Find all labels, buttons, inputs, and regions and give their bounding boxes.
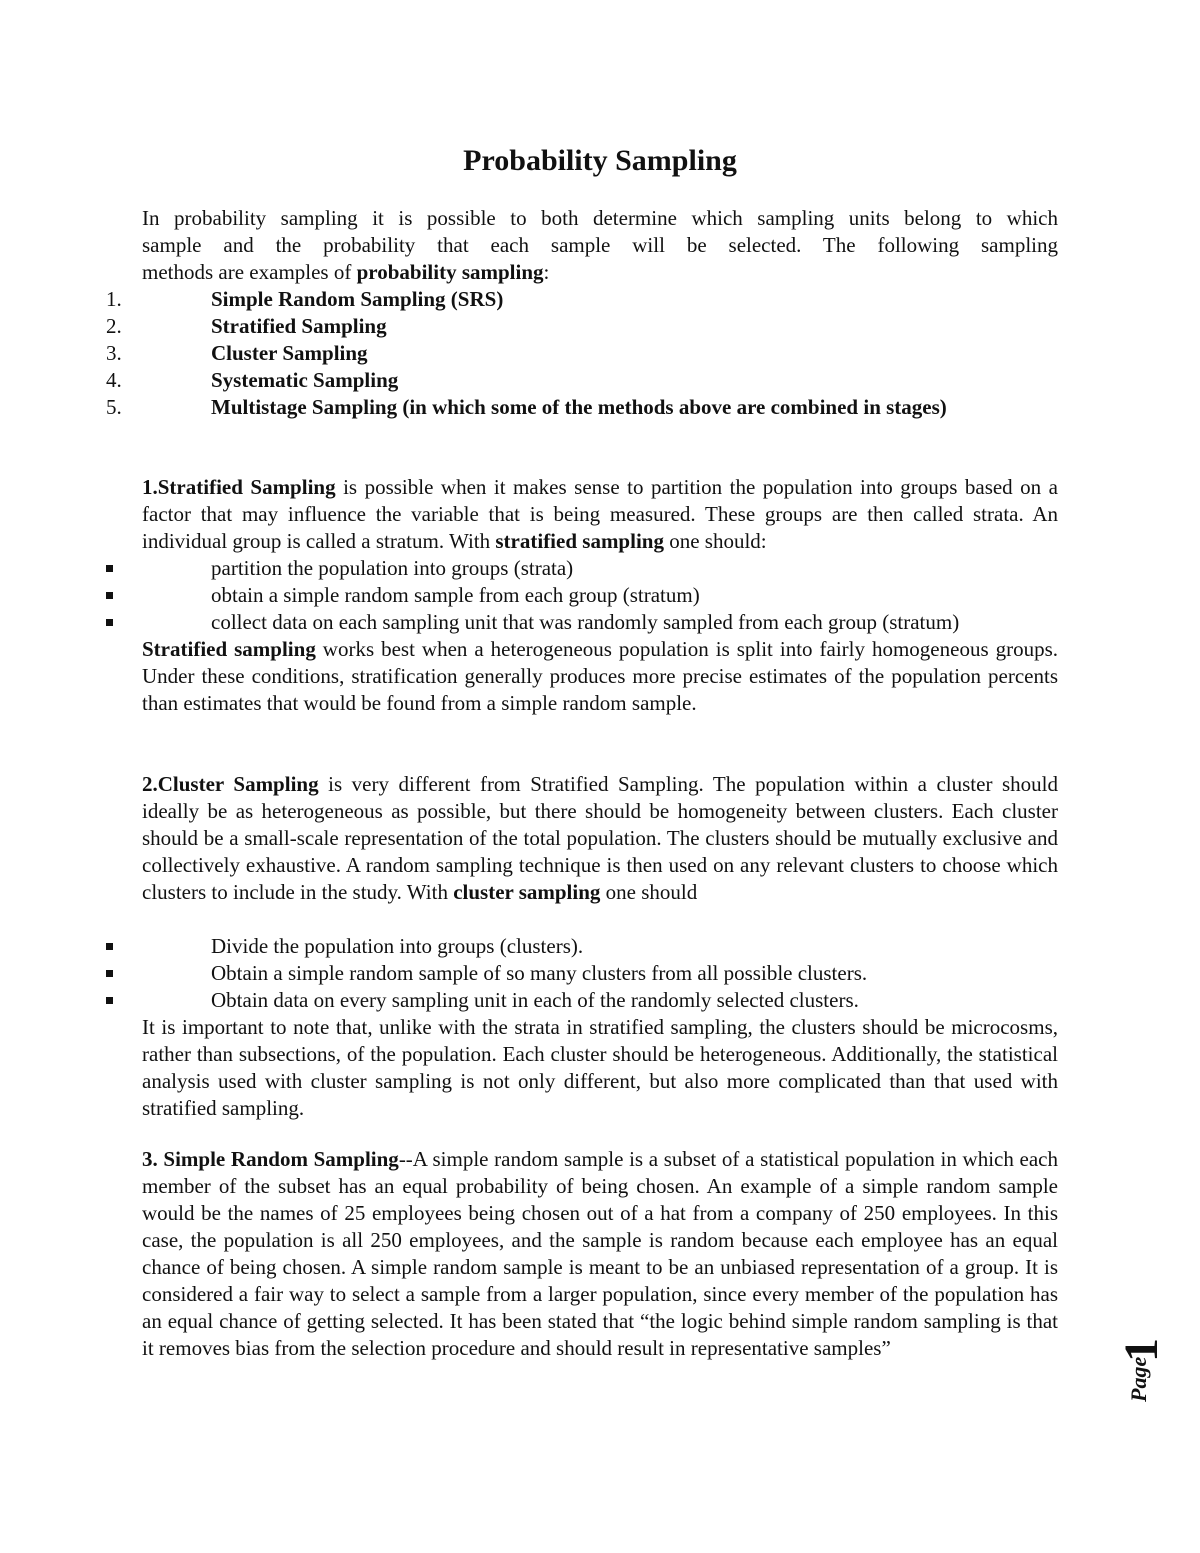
list-item [0,340,1100,367]
srs-text: --A simple random sample is a subset of a statistical population in which each member of the subset has an equal probability of being chosen. An example of a simple random sample would be the names of 25 employees being chosen out of a hat from a company of 250 employees. In this case, the population is all 250 employees, and the sample is random because each employee has an equal chance of being chosen. A simple random sample is meant to be an unbiased representation of a group. It is considered a fair way to select a sample from a larger population, since every member of the population has an equal chance of getting selected. It has been stated that “the logic behind simple random sampling is that it removes bias from the selection procedure and should result in representative samples” [142,1147,1058,1360]
page-footer [1106,1322,1166,1402]
list-item [0,394,1100,421]
list-item [0,367,1100,394]
bullet-item [0,987,1100,1014]
intro-line: sample and the probability that each sample will be selected. The following sampling [142,233,1058,257]
bullet-text: obtain a simple random sample from each group (stratum) [211,583,700,607]
page-label: Page [1126,1356,1151,1402]
cluster-bullets [0,933,1100,1014]
list-label: Cluster Sampling [211,341,368,365]
intro-bold-text: probability sampling [356,260,544,284]
stratified-paragraph-2 [142,636,1058,717]
srs-heading: 3. Simple Random Sampling [142,1147,399,1171]
cluster-text: one should [600,880,698,904]
intro-text: methods are examples of [142,260,357,284]
list-label: Multistage Sampling (in which some of the methods above are combined in stages) [211,395,947,419]
list-number: 5. [106,395,122,419]
bullet-icon [106,943,113,950]
stratified-bullets [0,555,1100,636]
cluster-bold-text: cluster sampling [453,880,601,904]
bullet-icon [106,619,113,626]
bullet-item [0,582,1100,609]
bullet-icon [106,970,113,977]
bullet-text: Obtain data on every sampling unit in each of the randomly selected clusters. [211,988,859,1012]
list-number: 1. [106,287,122,311]
list-label: Simple Random Sampling (SRS) [211,287,504,311]
stratified-bold-text: stratified sampling [495,529,664,553]
cluster-text: is very different from Stratified Sampling. The population within a cluster should ideally be as heterogeneous as possible, but there should be homogeneity between clusters. Each cluster should be a small-scale representation of the total population. The clusters should be mutually exclusive and collectively exhaustive. A random sampling technique is then used on any relevant clusters to choose which clusters to include in the study. With [142,772,1058,904]
stratified-paragraph [142,474,1058,555]
stratified-bold-text: Stratified sampling [142,637,316,661]
bullet-icon [106,565,113,572]
bullet-text: collect data on each sampling unit that was randomly sampled from each group (stratum) [211,610,960,634]
srs-paragraph [142,1146,1058,1362]
methods-list [0,286,1100,421]
list-item [0,313,1100,340]
intro-line [142,259,1058,286]
list-label: Stratified Sampling [211,314,387,338]
bullet-icon [106,997,113,1004]
bullet-text: Obtain a simple random sample of so many clusters from all possible clusters. [211,961,868,985]
bullet-item [0,960,1100,987]
cluster-paragraph [142,771,1058,906]
list-number: 4. [106,368,122,392]
page-title: Probability Sampling [463,144,737,177]
list-label: Systematic Sampling [211,368,399,392]
intro-line: In probability sampling it is possible to both determine which sampling units belong to which [142,206,1058,230]
list-item [0,286,1100,313]
intro-paragraph [142,205,1058,286]
stratified-text: works best when a heterogeneous population is split into fairly homogeneous groups. Under these conditions, stratification generally produces more precise estimates of the population percents than estimates that would be found from a simple random sample. [142,637,1059,715]
list-number: 3. [106,341,122,365]
stratified-text: one should: [663,529,767,553]
stratified-heading: 1.Stratified Sampling [142,475,336,499]
intro-text: : [543,260,550,284]
cluster-heading: 2.Cluster Sampling [142,772,319,796]
bullet-item [0,933,1100,960]
bullet-item [0,609,1100,636]
bullet-text: partition the population into groups (strata) [211,556,574,580]
page-number: 1 [1115,1338,1168,1362]
bullet-item [0,555,1100,582]
stratified-text: is possible when it makes sense to partition the population into groups based on a factor that may influence the variable that is being measured. These groups are then called strata. An individual group is called a stratum. With [142,475,1058,553]
cluster-text: It is important to note that, unlike with the strata in stratified sampling, the clusters should be microcosms, rather than subsections, of the population. Each cluster should be heterogeneous. Additionally, the statistical analysis used with cluster sampling is not only different, but also more complicated than that used with stratified sampling. [142,1015,1058,1120]
cluster-paragraph-2 [142,1014,1058,1122]
bullet-text: Divide the population into groups (clusters). [211,934,584,958]
list-number: 2. [106,314,122,338]
bullet-icon [106,592,113,599]
